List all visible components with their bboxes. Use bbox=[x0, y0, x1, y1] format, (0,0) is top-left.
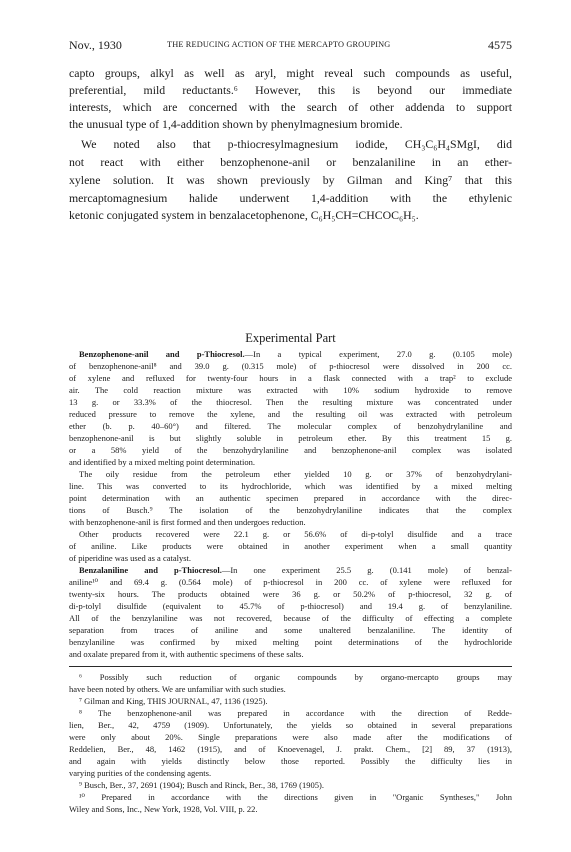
footnote-line: Wiley and Sons, Inc., New York, 1928, Vol. VIII, p. 22. bbox=[69, 804, 258, 814]
intro-line: the unusual type of 1,4-addition shown by phenylmagnesium bromide. bbox=[69, 117, 403, 131]
body-line: air. The cold reaction mixture was extracted with 10% sodium hydroxide to remove bbox=[69, 385, 512, 395]
intro-line: xylene solution. It was shown previously by Gilman and King⁷ that this bbox=[69, 173, 512, 187]
footnote-divider bbox=[69, 666, 512, 667]
body-line: and identified by a mixed melting point determination. bbox=[69, 457, 256, 467]
body-line: Other products recovered were 22.1 g. or 56.6% of di-p-tolyl disulfide and a trace bbox=[79, 529, 512, 539]
footnote-line: and again with yields distinctly below those reported. Possibly the difficulty lies in bbox=[69, 756, 512, 766]
footnote-line: have been noted by others. We are unfamiliar with such studies. bbox=[69, 684, 286, 694]
body-line: with benzophenone-anil is first formed and then undergoes reduction. bbox=[69, 517, 306, 527]
intro-line: interests, which are concerned with the search of other addenda to support bbox=[69, 100, 512, 114]
footnote-line: were only about 20%. Single preparations were also made after the modifications of bbox=[69, 732, 512, 742]
body-text: —In one experiment 25.5 g. (0.141 mole) of benzal- bbox=[221, 565, 512, 575]
intro-line: preferential, mild reductants.⁶ However, this is beyond our immediate bbox=[69, 83, 512, 97]
body-line: reduced pressure to remove the xylene, and the resulting oil was extracted with petroleum bbox=[69, 409, 512, 419]
body-line: The oily residue from the petroleum ether yielded 10 g. or 37% of benzohydrylani- bbox=[79, 469, 512, 479]
body-line: point determination with an authentic specimen prepared in accordance with the direc- bbox=[69, 493, 512, 503]
footnote-line: Reddelien, Ber., 48, 1462 (1915), and of Knoevenagel, J. prakt. Chem., [2] 89, 37 (1913), bbox=[69, 744, 512, 754]
body-line: di-p-tolyl disulfide (equivalent to 45.7% of p-thiocresol) and 19.4 g. of benzylaniline. bbox=[69, 601, 512, 611]
body-line: benzylaniline was confirmed by mixed melting point determinations of the hydrochloride bbox=[69, 637, 512, 647]
running-header bbox=[69, 38, 512, 54]
footnote-line: ⁹ Busch, Ber., 37, 2691 (1904); Busch and Rinck, Ber., 38, 1769 (1905). bbox=[79, 780, 324, 790]
body-line: tions of Busch.⁹ The isolation of the benzohydrylaniline indicates that the complex bbox=[69, 505, 512, 515]
body-line: of piperidine was used as a catalyst. bbox=[69, 553, 192, 563]
footnote-line: ⁶ Possibly such reduction of organic compounds by organo-mercapto groups may bbox=[79, 672, 512, 682]
body-line: ether (b. p. 40–60°) and filtered. The molecular complex of benzohydrylaniline and bbox=[69, 421, 512, 431]
header-date: Nov., 1930 bbox=[69, 38, 122, 52]
body-line: and oxalate prepared from it, with authentic specimens of these salts. bbox=[69, 649, 304, 659]
body-line: 13 g. or 33.3% of the thiocresol. Then the resulting mixture was concentrated under bbox=[69, 397, 512, 407]
body-line: of benzophenone-anil⁸ and 39.0 g. (0.315 mole) of p-thiocresol were dissolved in 200 cc. bbox=[69, 361, 512, 371]
footnote-line: ⁷ Gilman and King, THIS JOURNAL, 47, 1136 (1925). bbox=[79, 696, 268, 706]
footnote-line: ⁸ The benzophenone-anil was prepared in accordance with the direction of Redde- bbox=[79, 708, 512, 718]
body-line: of xylene and refluxed for twenty-four hours in a flask connected with a trap² to exclude bbox=[69, 373, 512, 383]
body-line: benzophenone-anil is but slightly soluble in petroleum ether. By this treatment 15 g. bbox=[69, 433, 512, 443]
body-line: or a 58% yield of the benzohydrylaniline and benzophenone-anil complex was isolated bbox=[69, 445, 512, 455]
run-in-heading: Benzophenone-anil and p-Thiocresol. bbox=[79, 349, 245, 359]
body-line bbox=[69, 349, 512, 360]
intro-line: mercaptomagnesium halide underwent 1,4-addition with the ethylenic bbox=[69, 191, 512, 205]
page-number: 4575 bbox=[488, 38, 512, 52]
run-in-heading: Benzalaniline and p-Thiocresol. bbox=[79, 565, 222, 575]
footnote-line: ¹⁰ Prepared in accordance with the directions given in "Organic Syntheses," John bbox=[79, 792, 512, 802]
header-title: THE REDUCING ACTION OF THE MERCAPTO GROUPING bbox=[167, 40, 391, 49]
body-line: of aniline. Like products were obtained in another experiment when a small quantity bbox=[69, 541, 512, 551]
body-line: aniline¹⁰ and 69.4 g. (0.564 mole) of p-thiocresol in 200 cc. of xylene were refluxed for bbox=[69, 577, 512, 587]
body-line: line. This was converted to its hydrochloride, which was identified by a mixed melting bbox=[69, 481, 512, 491]
intro-line: not react with either benzophenone-anil or benzalaniline in an ether- bbox=[69, 155, 512, 169]
body-line: twenty-six hours. The products obtained were 36 g. or 50.2% of p-thiocresol, 32 g. of bbox=[69, 589, 512, 599]
footnote-line: varying purities of the condensing agents. bbox=[69, 768, 212, 778]
section-title: Experimental Part bbox=[245, 331, 336, 345]
body-text: —In a typical experiment, 27.0 g. (0.105 mole) bbox=[244, 349, 512, 359]
intro-line: ketonic conjugated system in benzalacetophenone, C₆H₅CH=CHCOC₆H₅. bbox=[69, 208, 419, 222]
body-line: separation from traces of aniline and some unaltered benzalaniline. The identity of bbox=[69, 625, 512, 635]
footnote-line: lien, Ber., 42, 4759 (1909). Unfortunately, the yields so obtained in several preparations bbox=[69, 720, 512, 730]
body-line bbox=[69, 565, 512, 576]
intro-line: capto groups, alkyl as well as aryl, might reveal such compounds as useful, bbox=[69, 66, 512, 80]
body-line: All of the benzylaniline was not recovered, because of the difficulty of effecting a complete bbox=[69, 613, 512, 623]
intro-line: We noted also that p-thiocresylmagnesium iodide, CH₃C₆H₄SMgI, did bbox=[81, 137, 512, 151]
